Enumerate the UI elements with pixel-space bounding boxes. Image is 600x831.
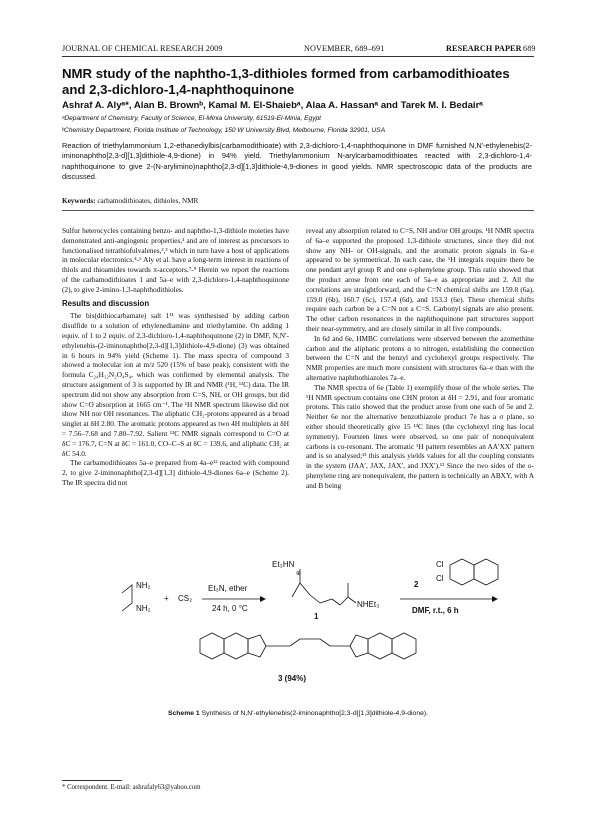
- compound-2-ref: 2: [414, 580, 419, 589]
- right-column: [306, 226, 534, 491]
- section-heading: Results and discussion: [62, 298, 150, 308]
- abstract: Reaction of triethylammonium 1,2-ethanediylbis(carbamodithioate) with 2,3-dichloro-1,4-naphthoquinone in DMF furnished N,N′-ethylenebis(2-iminonaphtho[2,3-d][1,3]dithiole-4,9-dione) in 94% yield. Triethylammonium N-arylcarbamodithioates reacted with 2,3-dichloro-1,4-naphthoquinone to give 2-(N-arylimino)naphtho[2,3-d][1,3]dithiole-4,9-diones in good yields. NMR spectroscopic data of the products are discussed.: [62, 141, 532, 182]
- results-paragraph-2: The carbamodithioates 5a–e prepared from 4a–e¹² reacted with compound 2, to give 2-iminonaphtho[2,3-d][1,3] dithiole-4,9-diones 6a–e (Scheme 2). The IR spectra did not: [62, 458, 289, 487]
- compound-3-label: 3 (94%): [278, 674, 307, 683]
- condition-1: 24 h, 0 °C: [212, 604, 248, 613]
- right-paragraph-1: reveal any absorption related to C=S, NH and/or OH groups. ¹H NMR spectra of 6a–e supported the proposed 1,3-dithiole structures, since they did not show any NH- or OH-signals, and the aromatic proton signals in 6a–e appeared to be symmetrical. In each case, the ¹H integrals require there be one pendant aryl group R and one o-phenylene group. This ratio showed that the product arose from one each of 5a–e as appropriate and 2. All the correlations are straightforward, and the C=N chemical shifts are 159.8 (6a), 159.0 (6b), 160.7 (6c), 157.4 (6d), and 153.3 (6e). These chemical shifts require each carbon be a C=N not a C=S. Carbonyl signals are also present. The other carbon resonances in the naphthoquinone part structures support their near-symmetry, and are closely similar in all five compounds.: [306, 226, 534, 333]
- caption-label: Scheme 1: [167, 710, 200, 717]
- keywords-rule: [62, 210, 534, 211]
- plus-charge: ⊕: [296, 571, 302, 577]
- correspondent-footnote: * Correspondent. E-mail: ashrafaly63@yahoo.com: [62, 784, 201, 791]
- page-number: 689: [523, 44, 536, 53]
- header-rule: [62, 56, 534, 57]
- condition-2: DMF, r.t., 6 h: [412, 606, 459, 615]
- caption-text: Synthesis of N,N′-ethylenebis(2-iminonaphtho[2,3-d][1,3]dithiole-4,9-dione).: [201, 710, 429, 717]
- cs2-label: CS₂: [178, 594, 193, 603]
- scheme-caption: [62, 710, 534, 717]
- nh2-label-top: NH₂: [136, 581, 151, 590]
- arrow-head-1: [260, 596, 266, 602]
- right-paragraph-3: The NMR spectra of 6e (Table 1) exemplify those of the whole series. The ¹H NMR spectrum contains one CHN proton at δH = 2.91, and four aromatic protons. This ratio showed that the product arose from one each of 5e and 2. Neither 6e nor the alternative benzothiazole product 7e has a σ plane, so either should theoretically give 15 ¹³C lines (the cyclohexyl ring has local symmetry). Fourteen lines were observed, so one pair of nonequivalent carbons is co-resonant. The aromatic ¹H pattern resembles an AA′XX′ pattern and is so analysed;¹³ this analysis yields values for all the coupling constants in the system (JAA′, JAX, JAX′, and JXX′).¹³ Since the two sides of the o-phenylene ring are nonequivalent, the pattern is technically an ABXY, with A and B being: [306, 382, 534, 490]
- compound-3-structure: [200, 633, 416, 659]
- et3hn-label: Et₃HN: [272, 560, 295, 569]
- article-type: RESEARCH PAPER: [446, 44, 522, 53]
- keywords-label: Keywords:: [62, 197, 96, 205]
- arrow-head-2: [492, 596, 498, 602]
- naphthoquinone-structure: [450, 559, 498, 585]
- right-paragraph-2: In 6d and 6e, HMBC correlations were observed between the azomethine carbon and the aliphatic protons α to nitrogen, establishing the connection between the C=N and the benzyl and cyclohexyl groups respectively. The NMR properties are much more consistent with structures 6a–e than with the alternative naphthothiazoles 7a–e.: [306, 333, 534, 382]
- plus-sign: +: [164, 594, 169, 603]
- compound-1-structure: [292, 569, 356, 605]
- chloro-label-2: Cl: [436, 574, 444, 583]
- nh2-label-bottom: NH₂: [136, 604, 151, 613]
- compound-1-label: 1: [314, 612, 319, 621]
- keywords-text: carbamodithioates, dithioles, NMR: [97, 197, 199, 205]
- footnote-rule: [62, 780, 122, 781]
- nhet3-label: NHEt₃: [357, 600, 380, 609]
- scheme-1-figure: [100, 555, 530, 705]
- affiliation-b: ᵇChemistry Department, Florida Institute of Technology, 150 W University Blvd, Melbourne, Florida 32901, USA: [62, 127, 386, 134]
- ethylenediamine-structure: [122, 585, 132, 611]
- affiliation-a: ᵃDepartment of Chemistry, Faculty of Science, El-Minia University, 61519-El-Minia, Egypt: [62, 115, 322, 122]
- issue-info: NOVEMBER, 689–691: [304, 44, 385, 53]
- chloro-label-1: Cl: [436, 560, 444, 569]
- reagent-1: Et₃N, ether: [208, 584, 248, 593]
- keywords: [62, 197, 532, 205]
- article-title: NMR study of the naphtho-1,3-dithioles formed from carbamodithioates and 2,3-dichloro-1,4-naphthoquinone: [62, 66, 510, 97]
- journal-name: JOURNAL OF CHEMICAL RESEARCH 2009: [62, 44, 223, 53]
- left-column: [62, 226, 289, 488]
- results-paragraph-1: The bis(dithiocarbamate) salt 1¹¹ was synthesised by adding carbon disulfide to a solution of ethylenediamine and triethylamine. On adding 1 equiv. of 1 to 2 equiv. of 2,3-dichloro-1,4-naphthoquinone (2) in DMF, N,N′-ethylenebis-(2-iminonaphtho[2,3-d][1,3]dithiole-4,9-dione) (3) was obtained in 6 hours in 94% yield (Scheme 1). The mass spectra of compound 3 showed a molecular ion at m/z 520 (15% of base peak), consistent with the formula C₂₄H₁₂N₂O₄S₄, which was confirmed by elemental analysis. The structure assignment of 3 is supported by IR and NMR (¹H, ¹³C) data. The IR spectrum did not show any absorption from C=S, NH, or OH groups, but did show C=O absorption at 1665 cm⁻¹. The ¹H NMR spectrum likewise did not show NH nor OH resonances. The aliphatic CH₂-protons appeared as a broad singlet at δH 2.80. The aromatic protons appeared as two 4H multiplets at δH = 7.56–7.68 and 7.80–7.92. Salient ¹³C NMR signals correspond to C=O at δC = 176.7, C=N at δC = 161.0, CO–C–S at δC = 139.6, and aliphatic CH₂ at δC 54.0.: [62, 311, 289, 458]
- intro-paragraph: Sulfur heterocycles containing benzo- and naphtho-1,3-dithiole moieties have demonstrated anti-angiogenic properties,¹ and are of interest as precursors to functionalised tetrathiofulvalenes,²,³ which in turn have a host of applications in molecular electronics.⁴-⁶ Aly et al. have a long-term interest in reactions of thiols and thioamides towards π-acceptors.⁷-⁹ Herein we report the reactions of the carbamodithioates 1 and 5a–e with 2,3-dichloro-1,4-naphthoquinone (2), to give 2-imino-1,3-naphthodithioles.: [62, 226, 289, 294]
- author-list: Ashraf A. Alyᵃ*, Alan B. Brownᵇ, Kamal M. El-Shaiebᵃ, Alaa A. Hassanᵃ and Tarek M. I. Bedairᵃ: [62, 100, 483, 111]
